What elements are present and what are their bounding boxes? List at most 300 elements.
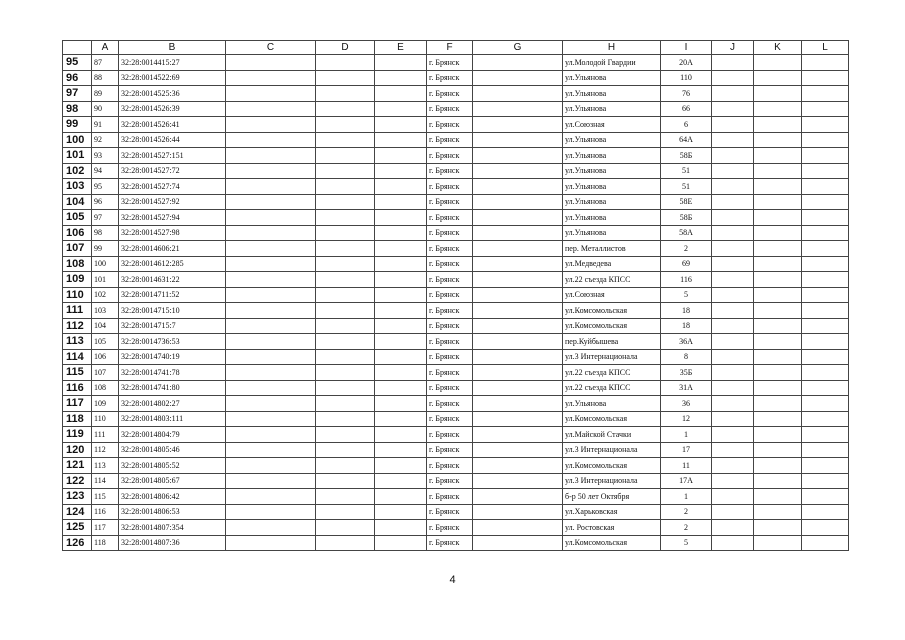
corner-cell[interactable] (63, 41, 92, 55)
row-header[interactable]: 111 (63, 303, 92, 319)
cell-b[interactable]: 32:28:0014527:74 (119, 179, 226, 195)
cell-f[interactable]: г. Брянск (427, 148, 473, 164)
cell-h[interactable]: ул.22 съезда КПСС (563, 380, 661, 396)
cell-c[interactable] (226, 411, 316, 427)
cell-f[interactable]: г. Брянск (427, 380, 473, 396)
cell-d[interactable] (316, 458, 375, 474)
row-header[interactable]: 126 (63, 535, 92, 551)
cell-k[interactable] (754, 318, 802, 334)
cell-h[interactable]: ул.Комсомольская (563, 303, 661, 319)
cell-e[interactable] (375, 241, 427, 257)
cell-i[interactable]: 1 (661, 427, 712, 443)
cell-g[interactable] (473, 241, 563, 257)
cell-b[interactable]: 32:28:0014806:42 (119, 489, 226, 505)
cell-a[interactable]: 109 (92, 396, 119, 412)
cell-c[interactable] (226, 334, 316, 350)
row-header[interactable]: 125 (63, 520, 92, 536)
cell-b[interactable]: 32:28:0014631:22 (119, 272, 226, 288)
cell-a[interactable]: 93 (92, 148, 119, 164)
cell-i[interactable]: 69 (661, 256, 712, 272)
cell-l[interactable] (802, 349, 849, 365)
column-header-e[interactable]: E (375, 41, 427, 55)
cell-b[interactable]: 32:28:0014527:98 (119, 225, 226, 241)
cell-a[interactable]: 90 (92, 101, 119, 117)
row-header[interactable]: 101 (63, 148, 92, 164)
cell-h[interactable]: ул.Ульянова (563, 148, 661, 164)
cell-i[interactable]: 17А (661, 473, 712, 489)
cell-j[interactable] (712, 334, 754, 350)
cell-j[interactable] (712, 179, 754, 195)
cell-j[interactable] (712, 520, 754, 536)
cell-d[interactable] (316, 411, 375, 427)
cell-a[interactable]: 116 (92, 504, 119, 520)
cell-f[interactable]: г. Брянск (427, 163, 473, 179)
cell-c[interactable] (226, 70, 316, 86)
row-header[interactable]: 107 (63, 241, 92, 257)
cell-g[interactable] (473, 458, 563, 474)
row-header[interactable]: 122 (63, 473, 92, 489)
cell-i[interactable]: 64А (661, 132, 712, 148)
cell-c[interactable] (226, 179, 316, 195)
cell-d[interactable] (316, 520, 375, 536)
cell-b[interactable]: 32:28:0014527:92 (119, 194, 226, 210)
cell-b[interactable]: 32:28:0014740:19 (119, 349, 226, 365)
cell-l[interactable] (802, 179, 849, 195)
cell-b[interactable]: 32:28:0014805:46 (119, 442, 226, 458)
cell-b[interactable]: 32:28:0014804:79 (119, 427, 226, 443)
cell-e[interactable] (375, 396, 427, 412)
cell-d[interactable] (316, 179, 375, 195)
column-header-i[interactable]: I (661, 41, 712, 55)
cell-l[interactable] (802, 520, 849, 536)
cell-l[interactable] (802, 303, 849, 319)
cell-j[interactable] (712, 117, 754, 133)
cell-b[interactable]: 32:28:0014807:354 (119, 520, 226, 536)
cell-f[interactable]: г. Брянск (427, 55, 473, 71)
row-header[interactable]: 97 (63, 86, 92, 102)
cell-c[interactable] (226, 148, 316, 164)
cell-c[interactable] (226, 520, 316, 536)
cell-g[interactable] (473, 210, 563, 226)
cell-a[interactable]: 112 (92, 442, 119, 458)
cell-h[interactable]: ул.Союзная (563, 287, 661, 303)
cell-c[interactable] (226, 163, 316, 179)
cell-i[interactable]: 20А (661, 55, 712, 71)
cell-l[interactable] (802, 55, 849, 71)
cell-e[interactable] (375, 349, 427, 365)
cell-h[interactable]: ул.Харьковская (563, 504, 661, 520)
row-header[interactable]: 105 (63, 210, 92, 226)
cell-f[interactable]: г. Брянск (427, 287, 473, 303)
cell-l[interactable] (802, 101, 849, 117)
cell-g[interactable] (473, 334, 563, 350)
cell-e[interactable] (375, 489, 427, 505)
cell-l[interactable] (802, 194, 849, 210)
cell-f[interactable]: г. Брянск (427, 473, 473, 489)
row-header[interactable]: 100 (63, 132, 92, 148)
cell-d[interactable] (316, 256, 375, 272)
cell-f[interactable]: г. Брянск (427, 411, 473, 427)
cell-i[interactable]: 58Б (661, 148, 712, 164)
cell-h[interactable]: ул.Ульянова (563, 101, 661, 117)
cell-h[interactable]: ул.3 Интернационала (563, 442, 661, 458)
cell-a[interactable]: 107 (92, 365, 119, 381)
cell-l[interactable] (802, 411, 849, 427)
cell-l[interactable] (802, 256, 849, 272)
cell-h[interactable]: ул.Комсомольская (563, 318, 661, 334)
cell-g[interactable] (473, 272, 563, 288)
row-header[interactable]: 115 (63, 365, 92, 381)
cell-d[interactable] (316, 148, 375, 164)
cell-d[interactable] (316, 504, 375, 520)
cell-h[interactable]: пер.Куйбышева (563, 334, 661, 350)
cell-g[interactable] (473, 117, 563, 133)
cell-l[interactable] (802, 86, 849, 102)
cell-l[interactable] (802, 427, 849, 443)
cell-d[interactable] (316, 132, 375, 148)
cell-e[interactable] (375, 70, 427, 86)
cell-e[interactable] (375, 194, 427, 210)
cell-b[interactable]: 32:28:0014741:78 (119, 365, 226, 381)
row-header[interactable]: 118 (63, 411, 92, 427)
cell-h[interactable]: ул.Ульянова (563, 210, 661, 226)
cell-b[interactable]: 32:28:0014415:27 (119, 55, 226, 71)
cell-k[interactable] (754, 396, 802, 412)
cell-d[interactable] (316, 70, 375, 86)
row-header[interactable]: 98 (63, 101, 92, 117)
cell-j[interactable] (712, 225, 754, 241)
cell-c[interactable] (226, 210, 316, 226)
cell-e[interactable] (375, 535, 427, 551)
cell-g[interactable] (473, 163, 563, 179)
row-header[interactable]: 113 (63, 334, 92, 350)
cell-d[interactable] (316, 86, 375, 102)
cell-i[interactable]: 58Б (661, 210, 712, 226)
cell-b[interactable]: 32:28:0014802:27 (119, 396, 226, 412)
cell-c[interactable] (226, 442, 316, 458)
cell-e[interactable] (375, 365, 427, 381)
cell-l[interactable] (802, 287, 849, 303)
cell-f[interactable]: г. Брянск (427, 504, 473, 520)
cell-e[interactable] (375, 458, 427, 474)
cell-e[interactable] (375, 520, 427, 536)
cell-d[interactable] (316, 117, 375, 133)
cell-b[interactable]: 32:28:0014736:53 (119, 334, 226, 350)
row-header[interactable]: 114 (63, 349, 92, 365)
cell-f[interactable]: г. Брянск (427, 520, 473, 536)
cell-f[interactable]: г. Брянск (427, 458, 473, 474)
cell-b[interactable]: 32:28:0014526:44 (119, 132, 226, 148)
cell-k[interactable] (754, 334, 802, 350)
cell-b[interactable]: 32:28:0014606:21 (119, 241, 226, 257)
cell-i[interactable]: 36А (661, 334, 712, 350)
cell-f[interactable]: г. Брянск (427, 442, 473, 458)
cell-l[interactable] (802, 334, 849, 350)
cell-c[interactable] (226, 303, 316, 319)
cell-g[interactable] (473, 520, 563, 536)
cell-i[interactable]: 51 (661, 179, 712, 195)
cell-g[interactable] (473, 396, 563, 412)
cell-j[interactable] (712, 380, 754, 396)
cell-h[interactable]: ул.Ульянова (563, 179, 661, 195)
cell-i[interactable]: 110 (661, 70, 712, 86)
cell-e[interactable] (375, 334, 427, 350)
cell-d[interactable] (316, 101, 375, 117)
cell-l[interactable] (802, 225, 849, 241)
column-header-j[interactable]: J (712, 41, 754, 55)
cell-h[interactable]: б-р 50 лет Октября (563, 489, 661, 505)
cell-f[interactable]: г. Брянск (427, 365, 473, 381)
cell-e[interactable] (375, 55, 427, 71)
cell-k[interactable] (754, 365, 802, 381)
cell-a[interactable]: 118 (92, 535, 119, 551)
cell-h[interactable]: ул.Ульянова (563, 163, 661, 179)
cell-e[interactable] (375, 179, 427, 195)
cell-k[interactable] (754, 411, 802, 427)
cell-i[interactable]: 2 (661, 520, 712, 536)
column-header-c[interactable]: C (226, 41, 316, 55)
cell-j[interactable] (712, 349, 754, 365)
cell-b[interactable]: 32:28:0014803:111 (119, 411, 226, 427)
cell-c[interactable] (226, 318, 316, 334)
row-header[interactable]: 102 (63, 163, 92, 179)
cell-j[interactable] (712, 55, 754, 71)
cell-j[interactable] (712, 132, 754, 148)
cell-f[interactable]: г. Брянск (427, 349, 473, 365)
cell-j[interactable] (712, 504, 754, 520)
cell-g[interactable] (473, 101, 563, 117)
cell-d[interactable] (316, 318, 375, 334)
cell-h[interactable]: ул.22 съезда КПСС (563, 272, 661, 288)
cell-f[interactable]: г. Брянск (427, 225, 473, 241)
cell-e[interactable] (375, 256, 427, 272)
cell-l[interactable] (802, 442, 849, 458)
cell-d[interactable] (316, 396, 375, 412)
cell-i[interactable]: 1 (661, 489, 712, 505)
column-header-f[interactable]: F (427, 41, 473, 55)
cell-i[interactable]: 5 (661, 535, 712, 551)
cell-j[interactable] (712, 272, 754, 288)
cell-k[interactable] (754, 272, 802, 288)
row-header[interactable]: 104 (63, 194, 92, 210)
row-header[interactable]: 110 (63, 287, 92, 303)
row-header[interactable]: 108 (63, 256, 92, 272)
cell-b[interactable]: 32:28:0014805:52 (119, 458, 226, 474)
cell-h[interactable]: ул.Майской Стачки (563, 427, 661, 443)
row-header[interactable]: 124 (63, 504, 92, 520)
cell-j[interactable] (712, 70, 754, 86)
cell-b[interactable]: 32:28:0014612:285 (119, 256, 226, 272)
column-header-b[interactable]: B (119, 41, 226, 55)
cell-i[interactable]: 11 (661, 458, 712, 474)
cell-h[interactable]: ул.Молодой Гвардии (563, 55, 661, 71)
cell-f[interactable]: г. Брянск (427, 101, 473, 117)
cell-b[interactable]: 32:28:0014526:39 (119, 101, 226, 117)
cell-d[interactable] (316, 210, 375, 226)
cell-b[interactable]: 32:28:0014805:67 (119, 473, 226, 489)
cell-a[interactable]: 110 (92, 411, 119, 427)
cell-h[interactable]: ул.3 Интернационала (563, 473, 661, 489)
cell-j[interactable] (712, 318, 754, 334)
cell-h[interactable]: ул.Союзная (563, 117, 661, 133)
cell-k[interactable] (754, 442, 802, 458)
cell-d[interactable] (316, 349, 375, 365)
cell-k[interactable] (754, 380, 802, 396)
cell-a[interactable]: 101 (92, 272, 119, 288)
cell-j[interactable] (712, 163, 754, 179)
cell-f[interactable]: г. Брянск (427, 256, 473, 272)
column-header-a[interactable]: A (92, 41, 119, 55)
cell-a[interactable]: 99 (92, 241, 119, 257)
cell-a[interactable]: 97 (92, 210, 119, 226)
cell-i[interactable]: 12 (661, 411, 712, 427)
column-header-d[interactable]: D (316, 41, 375, 55)
row-header[interactable]: 103 (63, 179, 92, 195)
cell-k[interactable] (754, 86, 802, 102)
cell-g[interactable] (473, 535, 563, 551)
cell-h[interactable]: ул.Медведева (563, 256, 661, 272)
cell-g[interactable] (473, 287, 563, 303)
cell-j[interactable] (712, 365, 754, 381)
cell-h[interactable]: ул.Комсомольская (563, 411, 661, 427)
cell-g[interactable] (473, 349, 563, 365)
cell-f[interactable]: г. Брянск (427, 70, 473, 86)
cell-j[interactable] (712, 427, 754, 443)
cell-e[interactable] (375, 287, 427, 303)
cell-l[interactable] (802, 132, 849, 148)
cell-a[interactable]: 111 (92, 427, 119, 443)
cell-l[interactable] (802, 117, 849, 133)
cell-k[interactable] (754, 473, 802, 489)
cell-e[interactable] (375, 210, 427, 226)
cell-a[interactable]: 92 (92, 132, 119, 148)
cell-c[interactable] (226, 287, 316, 303)
column-header-l[interactable]: L (802, 41, 849, 55)
cell-d[interactable] (316, 241, 375, 257)
cell-a[interactable]: 91 (92, 117, 119, 133)
cell-f[interactable]: г. Брянск (427, 179, 473, 195)
cell-e[interactable] (375, 318, 427, 334)
cell-j[interactable] (712, 194, 754, 210)
cell-b[interactable]: 32:28:0014806:53 (119, 504, 226, 520)
cell-g[interactable] (473, 70, 563, 86)
cell-g[interactable] (473, 318, 563, 334)
cell-c[interactable] (226, 194, 316, 210)
cell-e[interactable] (375, 427, 427, 443)
cell-h[interactable]: ул.Комсомольская (563, 458, 661, 474)
cell-d[interactable] (316, 427, 375, 443)
cell-j[interactable] (712, 256, 754, 272)
cell-l[interactable] (802, 272, 849, 288)
cell-a[interactable]: 96 (92, 194, 119, 210)
cell-d[interactable] (316, 473, 375, 489)
cell-e[interactable] (375, 101, 427, 117)
cell-g[interactable] (473, 256, 563, 272)
cell-e[interactable] (375, 163, 427, 179)
cell-k[interactable] (754, 101, 802, 117)
row-header[interactable]: 116 (63, 380, 92, 396)
cell-c[interactable] (226, 272, 316, 288)
cell-g[interactable] (473, 148, 563, 164)
cell-d[interactable] (316, 194, 375, 210)
cell-k[interactable] (754, 194, 802, 210)
cell-i[interactable]: 35Б (661, 365, 712, 381)
cell-h[interactable]: ул.Ульянова (563, 132, 661, 148)
cell-k[interactable] (754, 287, 802, 303)
cell-f[interactable]: г. Брянск (427, 117, 473, 133)
cell-g[interactable] (473, 504, 563, 520)
cell-l[interactable] (802, 458, 849, 474)
cell-g[interactable] (473, 489, 563, 505)
cell-e[interactable] (375, 148, 427, 164)
cell-e[interactable] (375, 473, 427, 489)
cell-c[interactable] (226, 458, 316, 474)
cell-b[interactable]: 32:28:0014525:36 (119, 86, 226, 102)
row-header[interactable]: 123 (63, 489, 92, 505)
cell-i[interactable]: 18 (661, 318, 712, 334)
cell-l[interactable] (802, 163, 849, 179)
cell-l[interactable] (802, 70, 849, 86)
cell-j[interactable] (712, 489, 754, 505)
cell-h[interactable]: ул.Ульянова (563, 194, 661, 210)
cell-c[interactable] (226, 380, 316, 396)
cell-i[interactable]: 5 (661, 287, 712, 303)
cell-b[interactable]: 32:28:0014807:36 (119, 535, 226, 551)
cell-g[interactable] (473, 411, 563, 427)
cell-b[interactable]: 32:28:0014711:52 (119, 287, 226, 303)
row-header[interactable]: 95 (63, 55, 92, 71)
cell-d[interactable] (316, 489, 375, 505)
column-header-k[interactable]: K (754, 41, 802, 55)
cell-k[interactable] (754, 349, 802, 365)
row-header[interactable]: 121 (63, 458, 92, 474)
cell-l[interactable] (802, 535, 849, 551)
cell-k[interactable] (754, 535, 802, 551)
cell-l[interactable] (802, 210, 849, 226)
cell-c[interactable] (226, 489, 316, 505)
cell-f[interactable]: г. Брянск (427, 318, 473, 334)
cell-j[interactable] (712, 86, 754, 102)
cell-e[interactable] (375, 411, 427, 427)
row-header[interactable]: 117 (63, 396, 92, 412)
cell-a[interactable]: 115 (92, 489, 119, 505)
cell-b[interactable]: 32:28:0014715:7 (119, 318, 226, 334)
cell-c[interactable] (226, 349, 316, 365)
cell-j[interactable] (712, 442, 754, 458)
column-header-h[interactable]: H (563, 41, 661, 55)
cell-e[interactable] (375, 225, 427, 241)
cell-f[interactable]: г. Брянск (427, 427, 473, 443)
cell-a[interactable]: 88 (92, 70, 119, 86)
cell-a[interactable]: 108 (92, 380, 119, 396)
cell-b[interactable]: 32:28:0014526:41 (119, 117, 226, 133)
cell-k[interactable] (754, 504, 802, 520)
cell-l[interactable] (802, 148, 849, 164)
cell-f[interactable]: г. Брянск (427, 241, 473, 257)
cell-i[interactable]: 31А (661, 380, 712, 396)
cell-c[interactable] (226, 117, 316, 133)
cell-d[interactable] (316, 287, 375, 303)
cell-d[interactable] (316, 365, 375, 381)
cell-d[interactable] (316, 303, 375, 319)
cell-i[interactable]: 17 (661, 442, 712, 458)
cell-h[interactable]: пер. Металлистов (563, 241, 661, 257)
cell-k[interactable] (754, 520, 802, 536)
cell-k[interactable] (754, 55, 802, 71)
cell-i[interactable]: 2 (661, 504, 712, 520)
cell-k[interactable] (754, 241, 802, 257)
cell-f[interactable]: г. Брянск (427, 86, 473, 102)
